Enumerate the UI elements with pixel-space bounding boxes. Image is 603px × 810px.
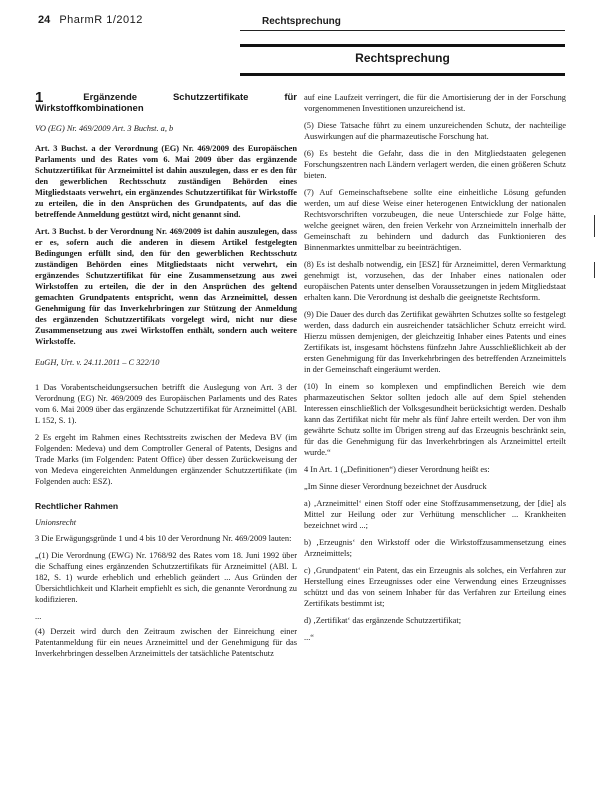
- heading-union-law: Unionsrecht: [35, 518, 77, 527]
- article-number: 1: [35, 89, 44, 106]
- right-column: [304, 92, 566, 649]
- recital-4: (4) Derzeit wird durch den Zeitraum zwischen der Einreichung einer Patentanmeldung für ein neues Arzneimittel und der Genehmigung für das Inverkehrbringen desselben Arzneimittels der tatsächliche Patentschutz: [35, 627, 297, 658]
- recital-6: (6) Es besteht die Gefahr, dass die in den Mitgliedstaaten gelegenen Forschungszentren nach Ländern verlagert werden, die einen größeren Schutz bieten.: [304, 149, 566, 180]
- paragraph-3: 3 Die Erwägungsgründe 1 und 4 bis 10 der Verordnung Nr. 469/2009 lauten:: [35, 534, 292, 543]
- paragraph-2: 2 Es ergeht im Rahmen eines Rechtsstreits zwischen der Medeva BV (im Folgenden: Medeva) und dem Comptroller General of Patents, Designs and Trade Marks (im Folgenden: Patent Office) über dessen Zurückweisung der von Medeva eingereichten Anmeldungen ergänzender Schutzzertifikate (im Folgenden auch: ESZ).: [35, 433, 297, 486]
- heading-legal-framework: Rechtlicher Rahmen: [35, 501, 119, 511]
- definition-a: a) ‚Arzneimittel‘ einen Stoff oder eine Stoffzusammensetzung, der [die] als Mittel zur Heilung oder zur Verhütung menschlicher ... Krankheiten bezeichnet wird ...;: [304, 499, 566, 530]
- section-title-band: [240, 44, 565, 76]
- article-title: Ergänzende Schutzzertifikate für Wirkstoffkombinationen: [35, 92, 298, 114]
- definitions-end: ...“: [304, 633, 314, 642]
- journal-name: PharmR 1/2012: [59, 14, 143, 26]
- definition-c: c) ‚Grundpatent‘ ein Patent, das ein Erzeugnis als solches, ein Verfahren zur Herstellung eines Erzeugnisses oder eine Verwendung eines Erzeugnisses schützt und das von seinem Inhaber für das Verfahren zur Erteilung eines Zertifikats bestimmt ist;: [304, 566, 566, 608]
- recital-9: (9) Die Dauer des durch das Zertifikat gewährten Schutzes sollte so festgelegt werden, dass dadurch ein ausreichender tatsächlicher Schutz erreicht wird. Hierzu müssen demjenigen, der gleichzeitig Inhaber eines Patents und eines Zertifikats ist, insgesamt höchstens fünfzehn Jahre Ausschließlichkeit ab der ersten Genehmigung für das Inverkehrbringen des betreffenden Arzneimittels in der Gemeinschaft eingeräumt werden.: [304, 310, 566, 374]
- left-column: [35, 89, 298, 665]
- running-header: [38, 14, 143, 26]
- recital-4-continued: auf eine Laufzeit verringert, die für die Amortisierung der in der Forschung vorgenommenen Investitionen unzureichend ist.: [304, 93, 566, 113]
- recital-1: „(1) Die Verordnung (EWG) Nr. 1768/92 des Rates vom 18. Juni 1992 über die Schaffung eines ergänzenden Schutzzertifikats für Arzneimittel (ABl. L 182, S. 1) wurde erheblich und erheblich geändert ... Aus Gründen der Übersichtlichkeit und Klarheit empfiehlt es sich, die genannte Verordnung zu kodifizieren.: [35, 551, 297, 604]
- leitsatz-2: Art. 3 Buchst. b der Verordnung Nr. 469/2009 ist dahin auszulegen, dass er es, sofern auch die anderen in diesem Artikel festgelegten Bedingungen erfüllt sind, den für den gewerblichen Rechtsschutz zuständigen Behörden eines Mitgliedstaats nicht verwehrt, ein ergänzendes Schutzzertifikat für eine Zusammensetzung aus zwei Wirkstoffen zu erteilen, die der in den Ansprüchen des geltend gemachten Grundpatents entspricht, wenn das Arzneimittel, dessen Genehmigung für das Inverkehrbringen zur Stützung der Anmeldung des ergänzenden Schutzzertifikats vorgelegt wird, nicht nur diese Zusammensetzung aus zwei Wirkstoffen enthält, sondern auch weitere Wirkstoffe.: [35, 227, 297, 346]
- definition-b: b) ‚Erzeugnis‘ den Wirkstoff oder die Wirkstoffzusammensetzung eines Arzneimittels;: [304, 538, 566, 558]
- article-heading: [35, 89, 298, 114]
- margin-mark: [594, 262, 595, 278]
- margin-mark: [594, 215, 595, 237]
- page-number: 24: [38, 14, 51, 26]
- header-section-tab: Rechtsprechung: [262, 16, 341, 27]
- paragraph-4: 4 In Art. 1 („Definitionen“) dieser Verordnung heißt es:: [304, 465, 490, 474]
- ellipsis: ...: [35, 612, 42, 621]
- definitions-intro: „Im Sinne dieser Verordnung bezeichnet der Ausdruck: [304, 482, 487, 491]
- leitsatz-1: Art. 3 Buchst. a der Verordnung (EG) Nr. 469/2009 des Europäischen Parlaments und des Rates vom 6. Mai 2009 über das ergänzende Schutzzertifikat für Arzneimittel ist dahin auszulegen, dass er es den für den gewerblichen Rechtsschutz zuständigen Behörden eines Mitgliedstaats verwehrt, ein ergänzendes Schutzzertifikat für Wirkstoffe zu erteilen, die in den Ansprüchen des Grundpatents, auf das die betreffende Anmeldung gestützt wird, nicht genannt sind.: [35, 144, 297, 219]
- recital-5: (5) Diese Tatsache führt zu einem unzureichenden Schutz, der nachteilige Auswirkungen auf die pharmazeutische Forschung hat.: [304, 121, 566, 141]
- paragraph-1: 1 Das Vorabentscheidungsersuchen betrifft die Auslegung von Art. 3 der Verordnung (EG) Nr. 469/2009 des Europäischen Parlaments und des Rates vom 6. Mai 2009 über das ergänzende Schutzzertifikat für Arzneimittel (ABl. L 152, S. 1).: [35, 383, 297, 425]
- definition-d: d) ‚Zertifikat‘ das ergänzende Schutzzertifikat;: [304, 616, 462, 625]
- recital-7: (7) Auf Gemeinschaftsebene sollte eine einheitliche Lösung gefunden werden, um auf diese Weise einer heterogenen Entwicklung der nationalen Rechtsvorschriften vorzubeugen, die neue Unterschiede zur Folge hätte, welche geeignet wären, den freien Verkehr von Arzneimitteln innerhalb der Gemeinschaft zu behindern und dadurch das Funktionieren des Binnenmarktes unmittelbar zu beeinträchtigen.: [304, 188, 566, 252]
- section-title: Rechtsprechung: [355, 51, 450, 65]
- header-rule: [240, 30, 565, 31]
- recital-10: (10) In einem so komplexen und empfindlichen Bereich wie dem pharmazeutischen Sektor sollten jedoch alle auf dem Spiel stehenden Interessen einschließlich der Volksgesundheit berücksichtigt werden. Deshalb kann das Zertifikat nicht für mehr als fünf Jahre erteilt werden. Der von ihm gewährte Schutz sollte im Übrigen streng auf das Erzeugnis beschränkt sein, für das die Genehmigung für das Inverkehrbringen als Arzneimittel erteilt wurde.“: [304, 382, 566, 457]
- norm-reference: VO (EG) Nr. 469/2009 Art. 3 Buchst. a, b: [35, 124, 174, 133]
- court-citation: EuGH, Urt. v. 24.11.2011 – C 322/10: [35, 358, 160, 367]
- recital-8: (8) Es ist deshalb notwendig, ein [ESZ] für Arzneimittel, deren Vermarktung genehmigt ist, vorzusehen, das der Inhaber eines nationalen oder europäischen Patents unter denselben Voraussetzungen in jedem Mitgliedstaat erhalten kann. Die Verordnung ist deshalb die geeignetste Rechtsform.: [304, 260, 566, 302]
